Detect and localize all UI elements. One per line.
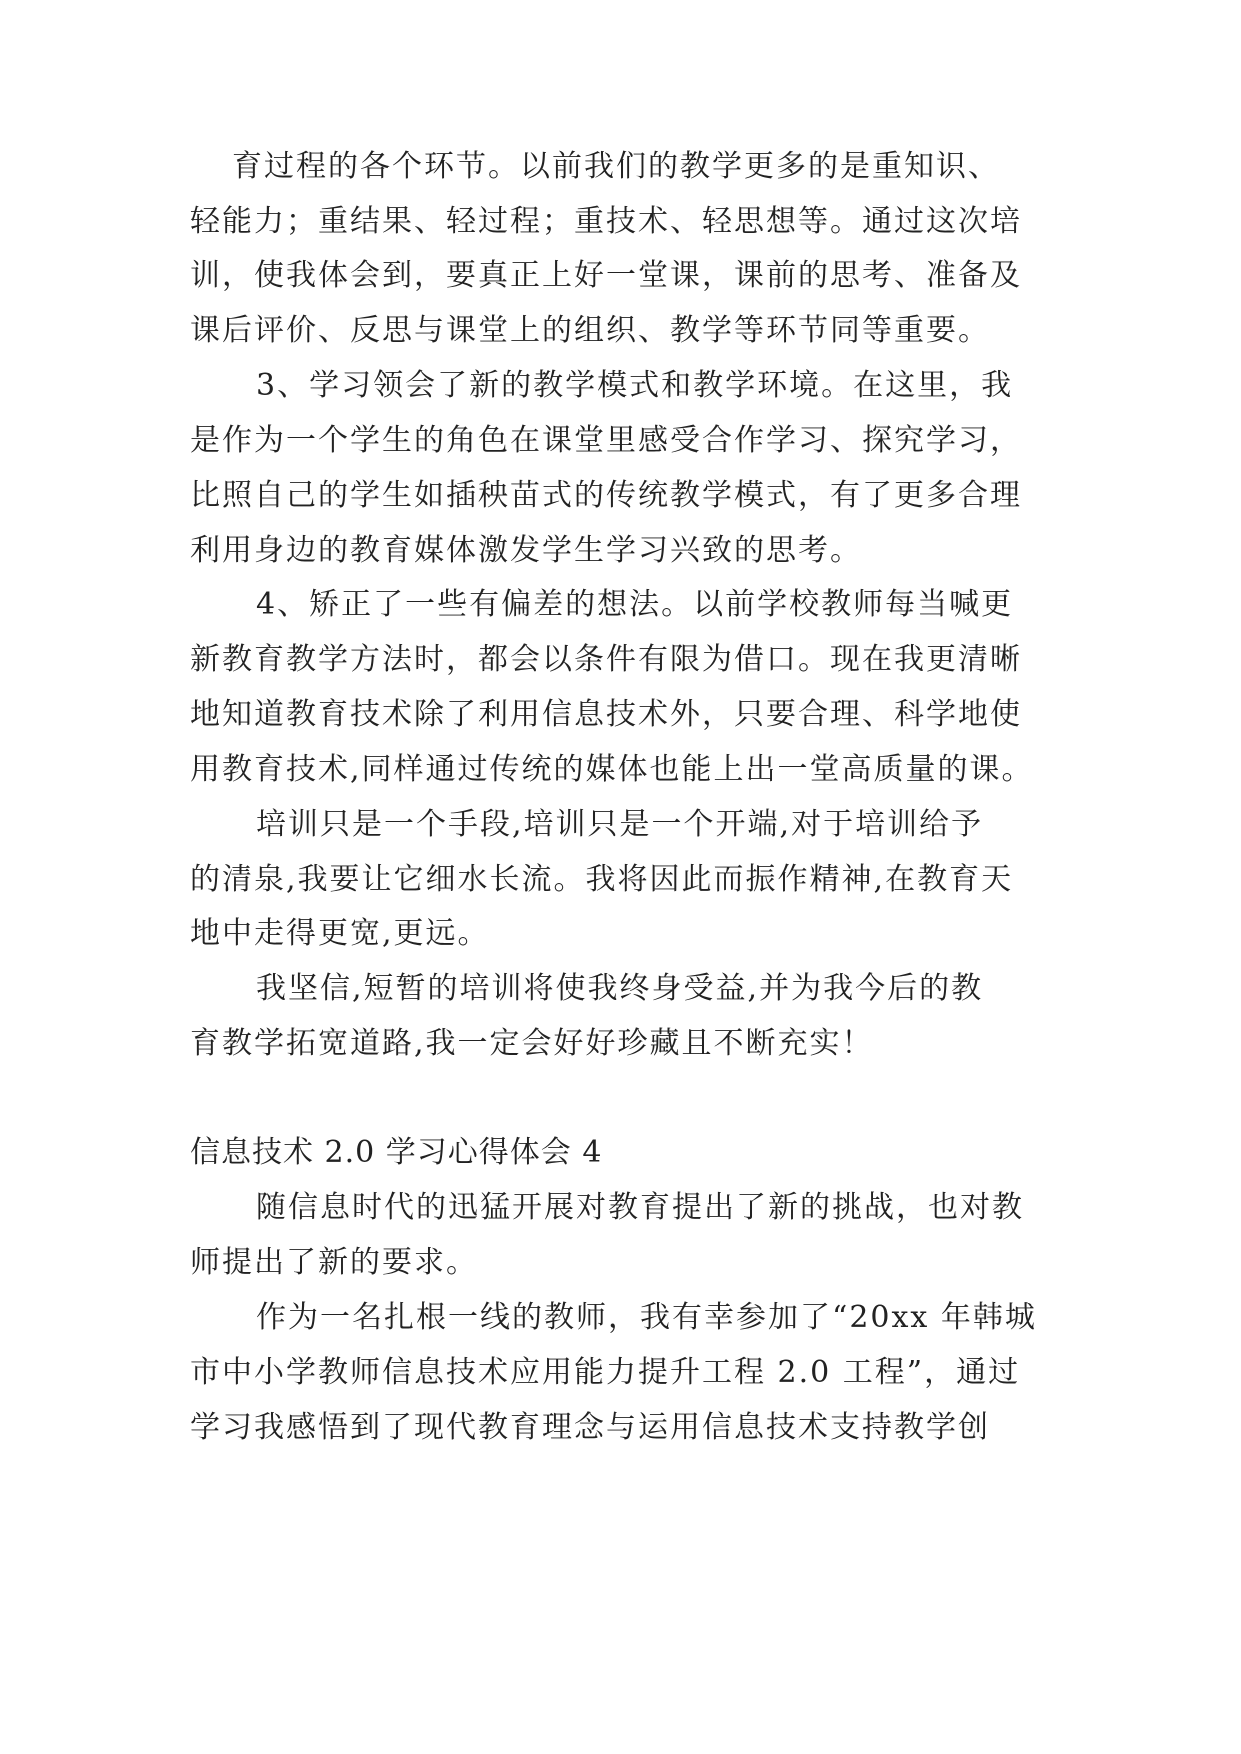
- paragraph-line: 学习我感悟到了现代教育理念与运用信息技术支持教学创: [190, 1410, 990, 1445]
- paragraph-line: 利用身边的教育媒体激发学生学习兴致的思考。: [190, 533, 862, 568]
- paragraph-line: 地中走得更宽,更远。: [190, 916, 490, 951]
- paragraph-line: 随信息时代的迅猛开展对教育提出了新的挑战，也对教: [256, 1190, 1024, 1225]
- paragraph-line: 作为一名扎根一线的教师，我有幸参加了“20xx 年韩城: [256, 1300, 1037, 1335]
- paragraph-line: 轻能力；重结果、轻过程；重技术、轻思想等。通过这次培: [190, 204, 1022, 239]
- paragraph-line: 新教育教学方法时，都会以条件有限为借口。现在我更清晰: [190, 642, 1022, 677]
- paragraph-line: 是作为一个学生的角色在课堂里感受合作学习、探究学习，: [190, 423, 1022, 458]
- paragraph-line: 的清泉,我要让它细水长流。我将因此而振作精神,在教育天: [190, 862, 1014, 897]
- paragraph-line: 4、矫正了一些有偏差的想法。以前学校教师每当喊更: [256, 587, 1014, 622]
- paragraph-line: 培训只是一个手段,培训只是一个开端,对于培训给予: [256, 807, 984, 842]
- paragraph-line: 训，使我体会到，要真正上好一堂课，课前的思考、准备及: [190, 258, 1022, 293]
- paragraph-line: 用教育技术,同样通过传统的媒体也能上出一堂高质量的课。: [190, 752, 1034, 787]
- paragraph-line: 3、学习领会了新的教学模式和教学环境。在这里，我: [256, 368, 1014, 403]
- paragraph-line: 育教学拓宽道路,我一定会好好珍藏且不断充实！: [190, 1026, 874, 1061]
- paragraph-line: 地知道教育技术除了利用信息技术外，只要合理、科学地使: [190, 697, 1022, 732]
- paragraph-line: 课后评价、反思与课堂上的组织、教学等环节同等重要。: [190, 313, 990, 348]
- paragraph-line: 我坚信,短暂的培训将使我终身受益,并为我今后的教: [256, 971, 984, 1006]
- paragraph-line: 师提出了新的要求。: [190, 1245, 478, 1280]
- paragraph-line: 育过程的各个环节。以前我们的教学更多的是重知识、: [232, 149, 1000, 184]
- paragraph-line: 比照自己的学生如插秧苗式的传统教学模式，有了更多合理: [190, 478, 1022, 513]
- section-heading: 信息技术 2.0 学习心得体会 4: [190, 1135, 603, 1170]
- paragraph-line: 市中小学教师信息技术应用能力提升工程 2.0 工程”，通过: [190, 1355, 1021, 1390]
